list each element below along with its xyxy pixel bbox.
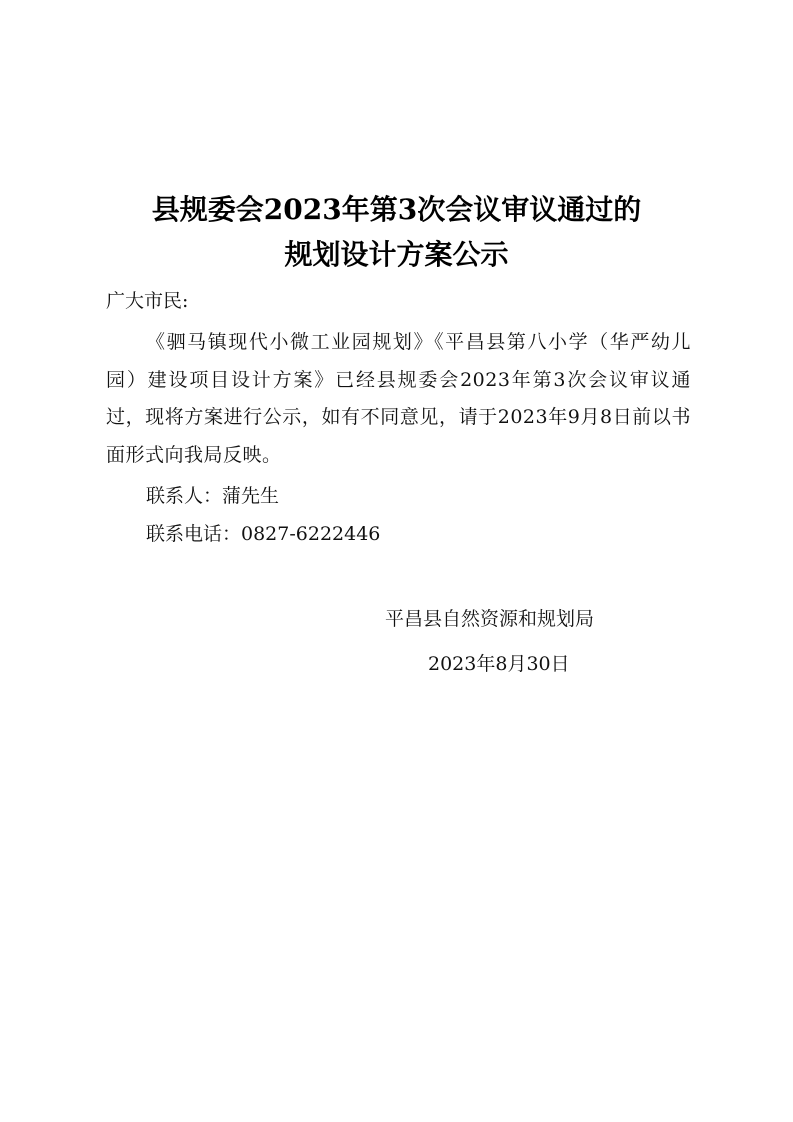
salutation: 广大市民: — [106, 290, 189, 312]
contact-phone: 联系电话：0827-6222446 — [146, 523, 381, 545]
issue-date: 2023年8月30日 — [428, 653, 570, 675]
contact-person: 联系人：蒲先生 — [146, 485, 280, 507]
notice-body: 《驷马镇现代小微工业园规划》《平昌县第八小学（华严幼儿园）建设项目设计方案》已经县规委会2023年第3次会议审议通过，现将方案进行公示，如有不同意见，请于2023年9月8日前以书面形式向我局反映。 — [106, 331, 691, 466]
document-title-line-2: 规划设计方案公示 — [284, 238, 509, 271]
document-title-line-1: 县规委会2023年第3次会议审议通过的 — [151, 193, 642, 226]
issuing-organization: 平昌县自然资源和规划局 — [385, 608, 595, 630]
